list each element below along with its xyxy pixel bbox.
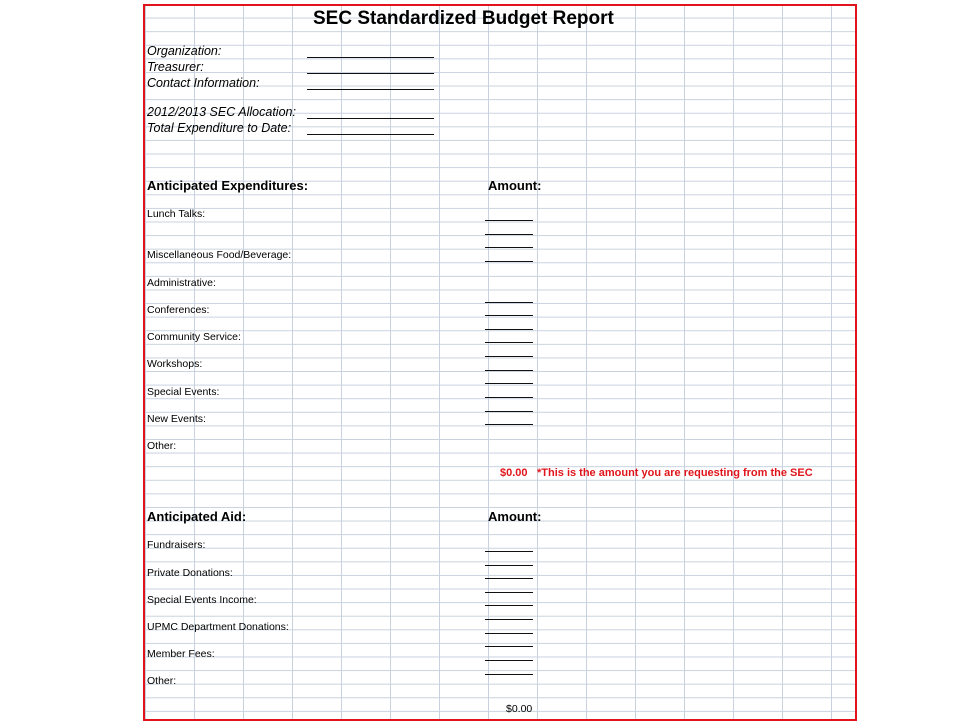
expenditure-item: Special Events: [147,386,220,398]
aid-amount-field[interactable] [485,605,533,606]
aid-amount-field[interactable] [485,578,533,579]
aid-amount-field[interactable] [485,551,533,552]
aid-amount-field[interactable] [485,633,533,634]
allocation-field[interactable] [307,118,434,119]
aid-item: Fundraisers: [147,539,206,551]
expenditure-amount-field[interactable] [485,356,533,357]
expenditure-item: Workshops: [147,358,203,370]
expenditure-item: Miscellaneous Food/Beverage: [147,249,292,261]
total-expenditure-field[interactable] [307,134,434,135]
treasurer-field[interactable] [307,73,434,74]
expenditure-amount-field[interactable] [485,234,533,235]
expenditure-amount-field[interactable] [485,220,533,221]
expenditures-heading: Anticipated Expenditures: [147,178,309,193]
aid-item: Other: [147,675,177,687]
organization-label: Organization: [147,44,222,58]
aid-amount-field[interactable] [485,619,533,620]
contact-information-label: Contact Information: [147,76,260,90]
requested-amount-note: *This is the amount you are requesting from the SEC [537,467,813,479]
expenditure-amount-field[interactable] [485,315,533,316]
expenditure-amount-field[interactable] [485,424,533,425]
expenditure-amount-field[interactable] [485,397,533,398]
allocation-label: 2012/2013 SEC Allocation: [147,105,296,119]
expenditure-amount-field[interactable] [485,261,533,262]
treasurer-label: Treasurer: [147,60,204,74]
aid-amount-field[interactable] [485,674,533,675]
expenditure-amount-field[interactable] [485,302,533,303]
aid-amount-field[interactable] [485,646,533,647]
aid-amount-field[interactable] [485,592,533,593]
expenditure-amount-field[interactable] [485,370,533,371]
expenditure-item: Lunch Talks: [147,208,206,220]
expenditure-item: New Events: [147,413,206,425]
contact-information-field[interactable] [307,89,434,90]
aid-item: Special Events Income: [147,594,257,606]
aid-item: UPMC Department Donations: [147,621,289,633]
aid-item: Private Donations: [147,567,233,579]
aid-amount-heading: Amount: [488,509,542,524]
report-title: SEC Standardized Budget Report [313,8,614,29]
expenditure-item: Other: [147,440,177,452]
expenditure-item: Community Service: [147,331,241,343]
expenditure-item: Conferences: [147,304,210,316]
aid-amount-field[interactable] [485,660,533,661]
expenditure-amount-field[interactable] [485,247,533,248]
aid-amount-field[interactable] [485,565,533,566]
expenditures-total: $0.00 [500,467,528,479]
organization-field[interactable] [307,57,434,58]
expenditure-amount-field[interactable] [485,342,533,343]
aid-heading: Anticipated Aid: [147,509,247,524]
expenditure-item: Administrative: [147,277,216,289]
expenditure-amount-field[interactable] [485,411,533,412]
aid-total: $0.00 [506,703,533,715]
expenditure-amount-field[interactable] [485,329,533,330]
aid-item: Member Fees: [147,648,215,660]
expenditure-amount-field[interactable] [485,383,533,384]
budget-report-sheet [143,4,857,721]
expenditures-amount-heading: Amount: [488,178,542,193]
total-expenditure-label: Total Expenditure to Date: [147,121,292,135]
